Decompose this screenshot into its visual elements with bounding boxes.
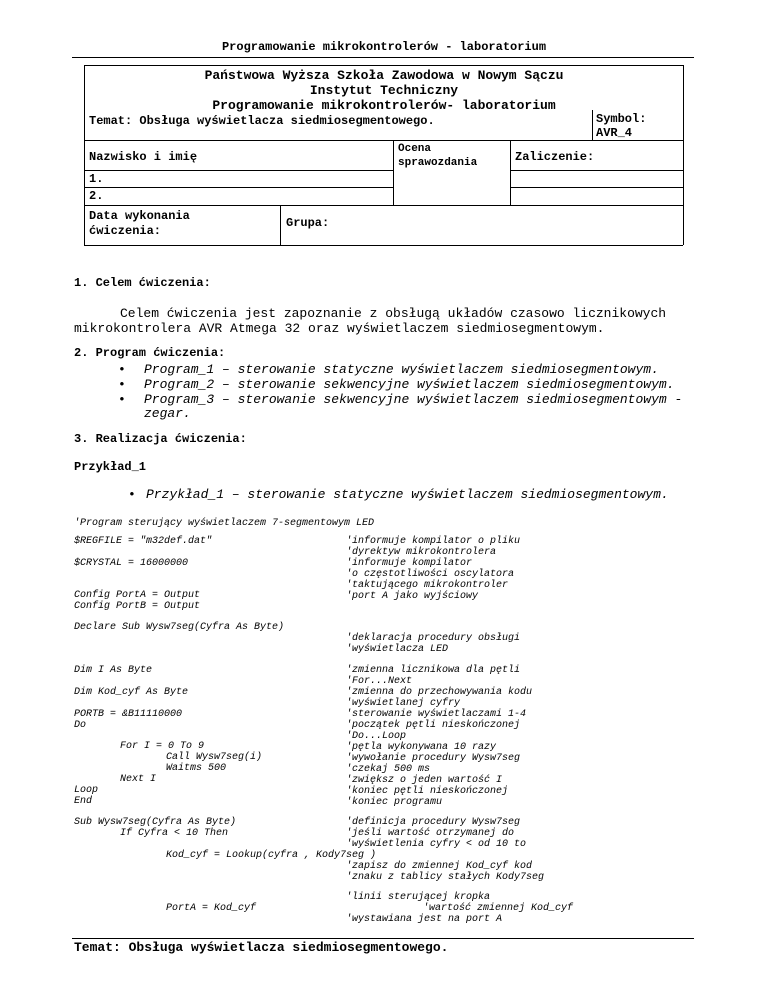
code-comment: 'czekaj 500 ms bbox=[346, 764, 431, 775]
code-comment: 'Do...Loop bbox=[346, 731, 407, 742]
code-line: Declare Sub Wysw7seg(Cyfra As Byte) bbox=[74, 622, 285, 633]
code-line: Config PortA = Output bbox=[74, 590, 201, 601]
code-comment: 'wyświetlacza LED bbox=[346, 644, 449, 655]
running-header: Programowanie mikrokontrolerów - laboratorium bbox=[221, 40, 547, 54]
code-comment: 'sterowanie wyświetlaczami 1-4 bbox=[346, 709, 527, 720]
section1-para-line1: Celem ćwiczenia jest zapoznanie z obsługą układów czasowo licznikowych bbox=[120, 306, 667, 321]
section1-heading: 1. Celem ćwiczenia: bbox=[74, 276, 211, 290]
code-line: Next I bbox=[120, 774, 157, 785]
code-line: PORTB = &B11110000 bbox=[74, 709, 183, 720]
code-comment: 'informuje kompilator bbox=[346, 558, 473, 569]
group-label: Grupa: bbox=[286, 216, 330, 230]
bullet-icon: • bbox=[118, 377, 126, 392]
student-2: 2. bbox=[89, 189, 104, 203]
date-label-2: ćwiczenia: bbox=[89, 224, 162, 238]
code-line: PortA = Kod_cyf bbox=[166, 903, 257, 914]
name-label: Nazwisko i imię bbox=[89, 150, 198, 164]
form-border-bottom bbox=[84, 245, 683, 246]
code-line: $REGFILE = "m32def.dat" bbox=[74, 536, 213, 547]
program-item-2: Program_2 – sterowanie sekwencyjne wyświetlaczem siedmiosegmentowym. bbox=[144, 377, 675, 392]
code-line: If Cyfra < 10 Then bbox=[120, 828, 229, 839]
code-line: Waitms 500 bbox=[166, 763, 227, 774]
topic-label: Temat: Obsługa wyświetlacza siedmiosegmentowego. bbox=[89, 114, 435, 128]
code-comment: 'zwiększ o jeden wartość I bbox=[346, 775, 503, 786]
bullet-icon: • bbox=[118, 362, 126, 377]
student-1: 1. bbox=[89, 172, 104, 186]
row-line-2b bbox=[510, 170, 683, 171]
code-comment: 'o częstotliwości oscylatora bbox=[346, 569, 515, 580]
code-comment: 'początek pętli nieskończonej bbox=[346, 720, 521, 731]
code-comment: 'taktującego mikrokontroler bbox=[346, 580, 509, 591]
footer-rule bbox=[72, 938, 694, 939]
code-comment: 'port A jako wyjściowy bbox=[346, 591, 479, 602]
code-line: Kod_cyf = Lookup(cyfra , Kody7seg ) bbox=[166, 850, 377, 861]
section2-heading: 2. Program ćwiczenia: bbox=[74, 346, 226, 360]
date-label-1: Data wykonania bbox=[89, 209, 190, 223]
grade-label-2: sprawozdania bbox=[398, 157, 478, 169]
code-line: For I = 0 To 9 bbox=[120, 741, 205, 752]
code-comment: 'pętla wykonywana 10 razy bbox=[346, 742, 497, 753]
code-comment: 'koniec pętli nieskończonej bbox=[346, 786, 509, 797]
code-line: $CRYSTAL = 16000000 bbox=[74, 558, 189, 569]
grade-label-1: Ocena bbox=[398, 143, 432, 155]
grade-divider-right bbox=[510, 140, 511, 205]
institution-name: Państwowa Wyższa Szkoła Zawodowa w Nowym Sączu bbox=[204, 68, 564, 83]
code-comment: 'jeśli wartość otrzymanej do bbox=[346, 828, 515, 839]
program-item-3-cont: zegar. bbox=[144, 406, 191, 421]
code-comment: 'dyrektyw mikrokontrolera bbox=[346, 547, 497, 558]
code-comment: 'informuje kompilator o pliku bbox=[346, 536, 521, 547]
program-item-3: Program_3 – sterowanie sekwencyjne wyświetlaczem siedmiosegmentowym - bbox=[144, 392, 683, 407]
code-line: End bbox=[74, 796, 93, 807]
header-rule bbox=[72, 57, 694, 58]
form-border-right bbox=[683, 65, 684, 245]
symbol-value: AVR_4 bbox=[596, 126, 633, 140]
bullet-icon: • bbox=[118, 392, 126, 407]
group-divider bbox=[280, 205, 281, 245]
code-comment: 'koniec programu bbox=[346, 797, 443, 808]
code-comment: 'wywołanie procedury Wysw7seg bbox=[346, 753, 521, 764]
code-comment: 'znaku z tablicy stałych Kody7seg bbox=[346, 872, 545, 883]
bullet-icon: • bbox=[128, 487, 136, 502]
credit-label: Zaliczenie: bbox=[515, 150, 595, 164]
row-line-2a bbox=[84, 170, 393, 171]
code-comment: 'wystawiana jest na port A bbox=[346, 914, 503, 925]
footer-topic: Temat: Obsługa wyświetlacza siedmiosegmentowego. bbox=[74, 940, 449, 955]
code-line: Loop bbox=[74, 785, 99, 796]
code-comment: 'zmienna licznikowa dla pętli bbox=[346, 665, 521, 676]
code-comment: 'For...Next bbox=[346, 676, 413, 687]
code-line: Call Wysw7seg(i) bbox=[166, 752, 263, 763]
code-line: Sub Wysw7seg(Cyfra As Byte) bbox=[74, 817, 237, 828]
code-comment: 'linii sterującej kropka bbox=[346, 892, 491, 903]
code-comment: 'wartość zmiennej Kod_cyf bbox=[423, 903, 574, 914]
code-comment: 'wyświetlanej cyfry bbox=[346, 698, 461, 709]
course-name: Programowanie mikrokontrolerów- laboratorium bbox=[212, 98, 556, 113]
row-line-3a bbox=[84, 187, 393, 188]
code-line: Do bbox=[74, 720, 87, 731]
symbol-label: Symbol: bbox=[596, 112, 647, 126]
program-item-1: Program_1 – sterowanie statyczne wyświetlaczem siedmiosegmentowym. bbox=[144, 362, 659, 377]
institute-name: Instytut Techniczny bbox=[309, 83, 459, 98]
code-comment-title: 'Program sterujący wyświetlaczem 7-segmentowym LED bbox=[74, 518, 375, 529]
code-comment: 'zmienna do przechowywania kodu bbox=[346, 687, 533, 698]
row-line-1 bbox=[84, 140, 683, 141]
grade-divider-left bbox=[393, 140, 394, 205]
row-line-3b bbox=[510, 187, 683, 188]
section1-para-line2: mikrokontrolera AVR Atmega 32 oraz wyświetlaczem siedmiosegmentowym. bbox=[74, 321, 605, 336]
code-line: Dim I As Byte bbox=[74, 665, 153, 676]
code-line: Dim Kod_cyf As Byte bbox=[74, 687, 189, 698]
code-comment: 'definicja procedury Wysw7seg bbox=[346, 817, 521, 828]
code-line: Config PortB = Output bbox=[74, 601, 201, 612]
code-comment: 'zapisz do zmiennej Kod_cyf kod bbox=[346, 861, 533, 872]
symbol-divider bbox=[592, 110, 593, 140]
example-description: Przykład_1 – sterowanie statyczne wyświetlaczem siedmiosegmentowym. bbox=[146, 487, 669, 502]
form-border-top bbox=[84, 65, 683, 66]
section3-heading: 3. Realizacja ćwiczenia: bbox=[74, 432, 247, 446]
code-comment: 'deklaracja procedury obsługi bbox=[346, 633, 521, 644]
form-border-left bbox=[84, 65, 85, 245]
example-heading: Przykład_1 bbox=[74, 460, 147, 474]
row-line-4 bbox=[84, 205, 683, 206]
code-comment: 'wyświetlenia cyfry < od 10 to bbox=[346, 839, 527, 850]
